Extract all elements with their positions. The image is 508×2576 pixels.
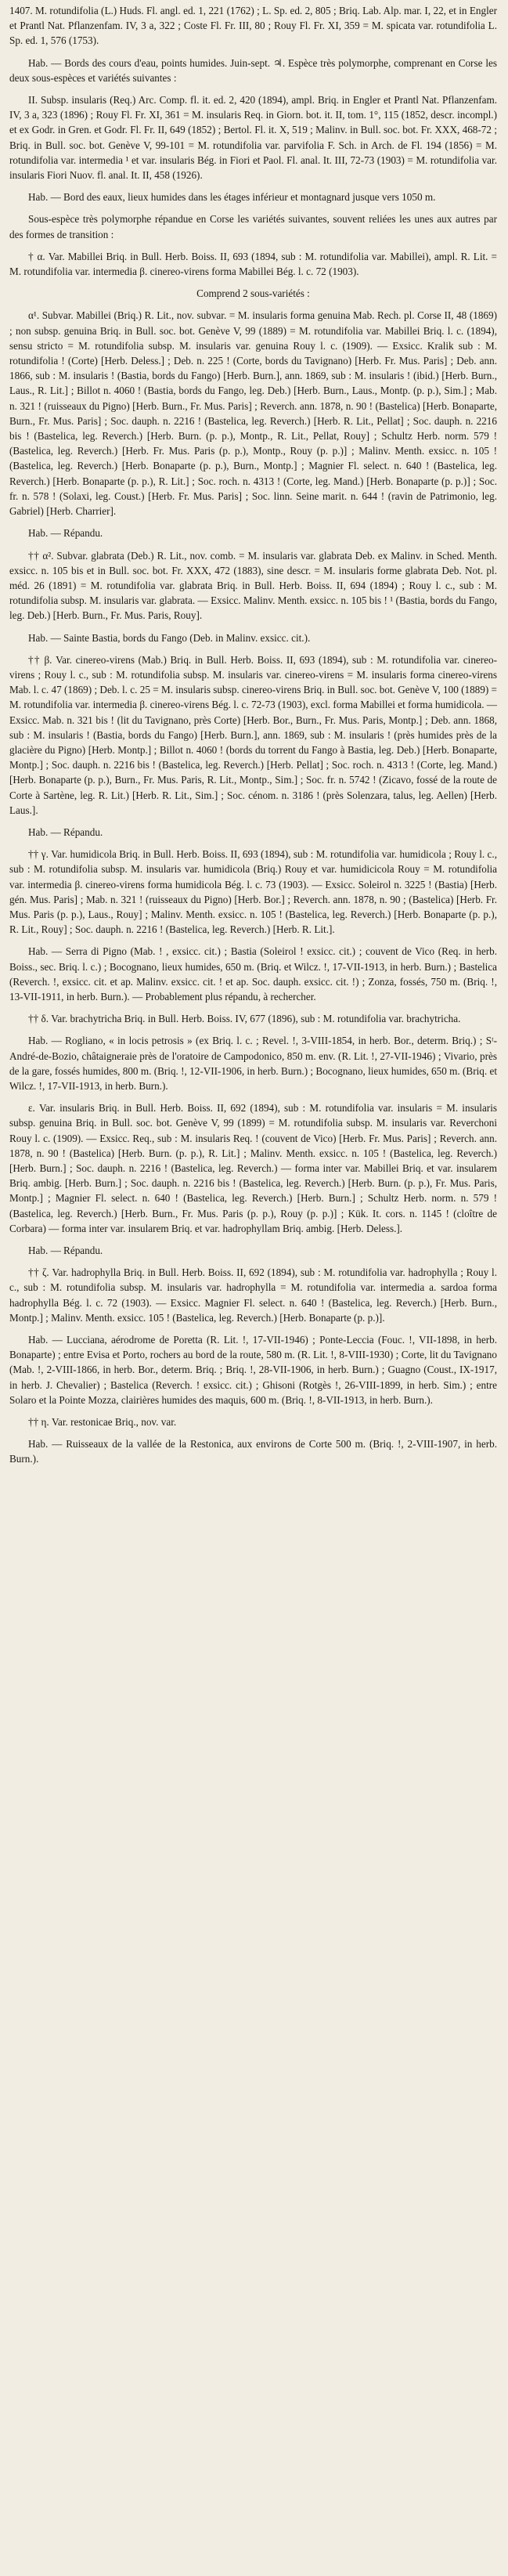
subspecies-paragraph: II. Subsp. insularis (Req.) Arc. Comp. fl. it. ed. 2, 420 (1894), ampl. Briq. in Engler et Prantl Nat. Pflanzenfam. IV, 3 a, 323 (1896) ; Rouy Fl. Fr. XI, 361 = M. insularis Req. in Giorn. bot. it. II, tom. 1°, 115 (1852, descr. incompl.) et ex Godr. in Gren. et Godr. Fl. Fr. II, 649 (1852) ; Bertol. Fl. it. X, 519 ; Malinv. in Bull. soc. bot. Fr. XXX, 468-72 ; Briq. in Bull. soc. bot. Genève V, 99-101 = M. rotundifolia var. parvifolia F. Sch. in Arch. de Fl. 194 (1856) = M. rotundifolia var. intermedia ¹ et var. insularis Bég. in Fiori et Paol. Fl. anal. It. III, 72-73 (1903) = M. rotundifolia var. insularis Fiori Nuov. fl. anal. It. II, 458 (1926).	[9, 94, 497, 182]
habitat-paragraph: Hab. — Répandu.	[28, 826, 103, 838]
variety-paragraph: †† γ. Var. humidicola Briq. in Bull. Herb. Boiss. II, 693 (1894), sub : M. rotundifolia var. humidicola ; Rouy l. c., sub : M. rotundifolia subsp. M. insularis var. humidicola (Briq.) Rouy et var. humidicicola Rouy = M. rotundifolia var. intermedia β. cinereo-virens forma humidicola Bég. l. c. 73 (1903). — Exsicc. Soleirol n. 3225 ! (Bastia) [Herb. gén. Mus. Paris] ; Mab. n. 321 ! (ruisseaux du Pigno) [Herb. Bor.] ; Reverch. ann. 1878, n. 90 ; (Bastelica) [Herb. Fr. Mus. Paris (p. p.), Laus., Rouy] ; Malinv. Menth. exsicc. n. 105 ! (Bastelica, leg. Reverch.) [Herb. Bonaparte (p. p.), R. Lit., Rouy] ; Soc. dauph. n. 2216 ! (Bastelica, leg. Reverch.) [Herb. R. Lit.].	[9, 848, 497, 936]
variety-paragraph: †† β. Var. cinereo-virens (Mab.) Briq. in Bull. Herb. Boiss. II, 693 (1894), sub : M. rotundifolia var. cinereo-virens ; Rouy l. c., sub : M. rotundifolia subsp. M. insularis var. cinereo-virens = M. insularis forma cinereo-virens Mab. l. c. 47 (1869) ; Deb. l. c. 25 = M. insularis subsp. cinereo-virens Briq. in Bull. soc. bot. Genève V, 100 (1889) = M. rotundifolia var. intermedia β. cinereo-virens Bég. l. c. 72-73 (1903), excl. forma Mabillei et forma humidicola. — Exsicc. Mab. n. 321 bis ! (lit du Tavignano, près Corte) [Herb. Bor., Burn., Fr. Mus. Paris, Montp.] ; Deb. ann. 1868, sub : M. insularis ! (Bastia, bords du Fango) [Herb. Burn.], ann. 1869, sub : M. insularis ! (près humides près de la glacière du Pigno) [Herb. Montp.] ; Billot n. 4060 ! (bords du torrent du Fango à Bastia, leg. Deb.) [Herb. Bonaparte, Montp.] ; Soc. dauph. n. 2216 bis ! (Bastelica, leg. Reverch.) [Herb. Pellat] ; Soc. roch. n. 4313 ! (Corte, leg. Mand.) [Herb. Bonaparte (p. p.), Burn., Fr. Mus. Paris, R. Lit., Montp., Sim.] ; Soc. fr. n. 5742 ! (Zicavo, fossé de la route de Corte à Sartène, leg. R. Lit.) [Herb. R. Lit., Sim.] ; Soc. cénom. n. 3186 ! (près Solenzara, talus, leg. Aellen) [Herb. Laus.].	[9, 653, 497, 816]
document-text	[9, 3, 497, 1467]
variety-paragraph: ε. Var. insularis Briq. in Bull. Herb. Boiss. II, 692 (1894), sub : M. rotundifolia var. insularis = M. insularis subsp. genuina Briq. in Bull. soc. bot. Genève V, 99 (1899) = M. rotundifolia subsp. M. insularis var. Reverchoni Rouy l. c. (1909). — Exsicc. Req., sub : M. insularis Req. ! (couvent de Vico) [Herb. Fr. Mus. Paris] ; Reverch. ann. 1878, n. 90 ! (Bastelica) [Herb. Burn. (p. p.), R. Lit.] ; Malinv. Menth. exsicc. n. 105 ! (Bastelica, leg. Reverch.) [Herb. Burn.] ; Soc. dauph. n. 2216 ! (Bastelica, leg. Reverch.) — forma inter var. Mabillei Briq. et var. insularem Briq. ambig. [Herb. Burn.] ; Soc. dauph. n. 2216 bis ! (Bastelica, leg. Reverch.) [Herb. Burn. (p. p.), Fr. Mus. Paris, Montp.] ; Magnier Fl. select. n. 640 ! (Bastelica, leg. Reverch.) [Herb. Burn.] ; Schultz Herb. norm. n. 579 ! (Bastelica, leg. Reverch.) [Herb. Burn., Fr. Mus. Paris (p. p.), Rouy (p. p.)] ; Kük. It. cors. n. 1145 ! (cloître de Corbara) — forma inter var. insularem Briq. et var. hadrophyllam Briq. ambig. [Herb. Deless.].	[9, 1102, 497, 1234]
habitat-paragraph: Hab. — Serra di Pigno (Mab. ! , exsicc. cit.) ; Bastia (Soleirol ! exsicc. cit.) ; couvent de Vico (Req. in herb. Boiss., sec. Briq. l. c.) ; Bocognano, lieux humides, 650 m. (Briq. et Wilcz. !, 17-VII-1913, in herb. Burn.) ; Bastelica (Reverch. !, exsicc. cit. et ap. Malinv. exsicc. cit. ! et ap. Soc. dauph. exsicc. cit. !) ; Zonza, fossés, 750 m. (Briq. !, 13-VII-1911, in herb. Burn.). — Probablement plus répandu, à rechercher.	[9, 945, 497, 1003]
habitat-paragraph: Hab. — Répandu.	[28, 1245, 103, 1257]
variety-paragraph: †† ζ. Var. hadrophylla Briq. in Bull. Herb. Boiss. II, 692 (1894), sub : M. rotundifolia var. hadrophylla ; Rouy l. c., sub : M. rotundifolia subsp. M. insularis var. hadrophylla = M. rotundifolia var. intermedia a. sardoa forma hadrophylla Bég. l. c. 72 (1903). — Exsicc. Magnier Fl. select. n. 640 ! (Bastelica, leg. Reverch.) [Herb. Burn., Montp.] ; Malinv. Menth. exsicc. 105 ! (Bastelica, leg. Reverch.) [Herb. Bonaparte (p. p.)].	[9, 1266, 497, 1324]
variety-paragraph: †† δ. Var. brachytricha Briq. in Bull. Herb. Boiss. IV, 677 (1896), sub : M. rotundifolia var. brachytricha.	[28, 1013, 461, 1025]
habitat-paragraph: Hab. — Bord des eaux, lieux humides dans les étages inférieur et montagnard jusque vers 1050 m.	[28, 191, 436, 204]
variety-paragraph: †† η. Var. restonicae Briq., nov. var.	[28, 1416, 177, 1429]
habitat-paragraph: Hab. — Sainte Bastia, bords du Fango (Deb. in Malinv. exsicc. cit.).	[28, 631, 311, 644]
subvariety-paragraph: †† α². Subvar. glabrata (Deb.) R. Lit., nov. comb. = M. insularis var. glabrata Deb. ex Malinv. in Sched. Menth. exsicc. n. 105 bis et in Bull. soc. bot. Fr. XXX, 472 (1883), sine descr. = M. insularis forme glabrata Deb. Not. pl. méd. 26 (1891) = M. rotundifolia var. glabrata Briq. in Bull. Herb. Boiss. II, 694 (1894) ; Rouy l. c., sub : M. rotundifolia subsp. M. insularis var. glabrata. — Exsicc. Malinv. Menth. exsicc. n. 105 bis ! ¹ (Bastia, bords du Fango, leg. Deb.) [Herb. Burn., Fr. Mus. Paris, Rouy].	[9, 549, 497, 622]
variety-paragraph: † α. Var. Mabillei Briq. in Bull. Herb. Boiss. II, 693 (1894, sub : M. rotundifolia var. Mabillei), ampl. R. Lit. = M. rotundifolia var. intermedia β. cinereo-virens forma Mabillei Bég. l. c. 72 (1903).	[9, 250, 497, 278]
habitat-paragraph: Hab. — Rogliano, « in locis petrosis » (ex Briq. l. c. ; Revel. !, 3-VIII-1854, in herb. Bor., determ. Briq.) ; Sᵗ-André-de-Bozio, châtaigneraie près de l'oratoire de Campodonico, 850 m. env. (R. Lit. !, 27-VII-1946) ; Vivario, près de la gare, fossés humides, 800 m. (Briq. !, 12-VII-1906, in herb. Burn.) ; Bocognano, lieux humides, 650 m. (Briq. et Wilcz. !, 17-VII-1913, in herb. Burn.).	[9, 1035, 497, 1092]
habitat-paragraph: Hab. — Lucciana, aérodrome de Poretta (R. Lit. !, 17-VII-1946) ; Ponte-Leccia (Fouc. !, VII-1898, in herb. Bonaparte) ; entre Evisa et Porto, rochers au bord de la route, 580 m. (R. Lit. !, 8-VIII-1930) ; Corte, lit du Tavignano (Mab. !, 2-VIII-1866, in herb. Bor., determ. Briq. ; Briq. !, 28-VII-1906, in herb. Burn.) ; Guagno (Coust., IX-1917, in herb. J. Chevalier) ; Bastelica (Reverch. ! exsicc. cit.) ; Ghisoni (Rotgès !, 26-VIII-1899, in herb. Sim.) ; entre Solaro et la Pointe Mozza, clairières humides des maquis, 600 m. (Briq. !, 8-VII-1913, in herb. Burn.).	[9, 1334, 497, 1406]
species-heading-paragraph: 1407. M. rotundifolia (L.) Huds. Fl. angl. ed. 1, 221 (1762) ; L. Sp. ed. 2, 805 ; Briq. Lab. Alp. mar. I, 22, et in Engler et Prantl Nat. Pflanzenfam. IV, 3 a, 322 ; Coste Fl. Fr. III, 80 ; Rouy Fl. Fr. XI, 359 = M. spicata var. rotundifolia L. Sp. ed. 1, 576 (1753).	[9, 5, 497, 47]
subheading-paragraph: Comprend 2 sous-variétés :	[196, 287, 310, 300]
habitat-paragraph: Hab. — Bords des cours d'eau, points humides. Juin-sept. ♃. Espèce très polymorphe, comprenant en Corse les deux sous-espèces et variétés suivantes :	[9, 56, 497, 84]
description-paragraph: Sous-espèce très polymorphe répandue en Corse les variétés suivantes, souvent reliées les unes aux autres par des formes de transition :	[9, 213, 497, 240]
subvariety-paragraph: α¹. Subvar. Mabillei (Briq.) R. Lit., nov. subvar. = M. insularis forma genuina Mab. Rech. pl. Corse II, 48 (1869) ; non subsp. genuina Briq. in Bull. soc. bot. Genève V, 99 (1889) = M. rotundifolia var. Mabillei Briq. l. c. (1894), sensu stricto = M. rotundifolia subsp. M. insularis var. genuina Rouy l. c. (1909). — Exsicc. Kralik sub : M. rotundifolia ! (Corte) [Herb. Deless.] ; Deb. n. 225 ! (Corte, bords du Tavignano) [Herb. Fr. Mus. Paris] ; Deb. ann. 1866, sub : M. insularis ! (Bastia, bords du Fango) [Herb. Burn.], ann. 1869, sub : M. insularis ! (ibid.) [Herb. Burn., Laus., R. Lit.] ; Billot n. 4060 ! (Bastia, bords du Fango, leg. Deb.) [Herb. Burn., Laus., Montp. (p. p.), Sim.] ; Mab. n. 321 ! (ruisseaux du Pigno) [Herb. Burn., Fr. Mus. Paris] ; Reverch. ann. 1878, n. 90 ! (Bastelica) [Herb. Bonaparte, Burn., Fr. Mus. Paris] ; Soc. dauph. n. 2216 ! (Bastelica, leg. Reverch.) [Herb. R. Lit., Pellat] ; Soc. dauph. n. 2216 bis ! (Bastelica, leg. Reverch.) [Herb. Burn. (p. p.), Montp., R. Lit., Pellat, Rouy] ; Schultz Herb. norm. 579 ! (Bastelica, leg. Reverch.) [Herb. Fr. Mus. Paris (p. p.), Montp., Rouy (p. p.)] ; Malinv. Menth. exsicc. n. 105 ! (Bastelica, leg. Reverch.) [Herb. Bonaparte (p. p.), Burn., Montp.] ; Magnier Fl. select. n. 640 ! (Bastelica, leg. Reverch.) [Herb. Bonaparte (p. p.), R. Lit.] ; Soc. roch. n. 4313 ! (Corte, leg. Mand.) [Herb. Bonaparte (p. p.)] ; Soc. fr. n. 578 ! (Solaxi, leg. Coust.) [Herb. Fr. Mus. Paris] ; Soc. linn. Seine marit. n. 644 ! (ravin de Patrimonio, leg. Gabriel) [Herb. Charrier].	[9, 309, 497, 518]
habitat-paragraph: Hab. — Répandu.	[28, 527, 103, 540]
habitat-paragraph: Hab. — Ruisseaux de la vallée de la Restonica, aux environs de Corte 500 m. (Briq. !, 2-VIII-1907, in herb. Burn.).	[9, 1438, 497, 1465]
